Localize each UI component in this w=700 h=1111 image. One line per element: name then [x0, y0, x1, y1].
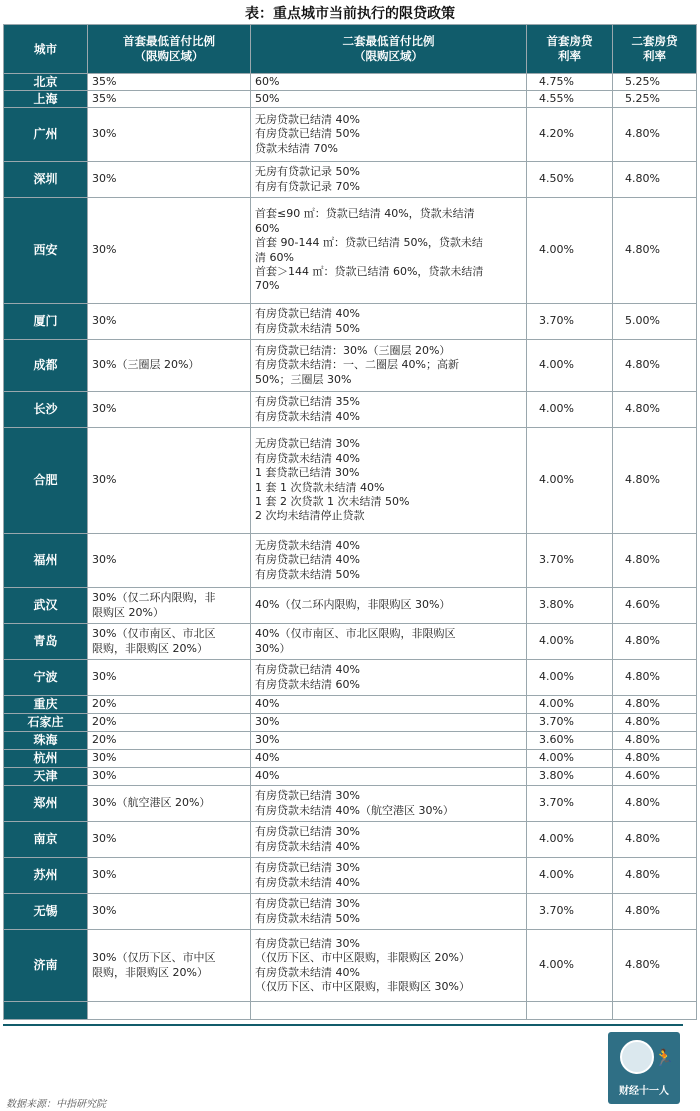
table-row [4, 91, 697, 108]
first-down-cell [88, 340, 251, 392]
city-cell: 南京 [4, 822, 88, 858]
second-down-line: 无房贷款未结清 40% [255, 538, 360, 552]
city-cell: 郑州 [4, 786, 88, 822]
second-down-cell [251, 750, 527, 768]
second-down-cell [251, 660, 527, 696]
second-down-line: 有房贷款已结清 40% [255, 307, 360, 321]
globe-icon [620, 1040, 654, 1074]
first-down-line: 30% [92, 670, 117, 684]
second-down-cell [251, 732, 527, 750]
second-down-line: 60% [255, 221, 280, 235]
first-down-line: 30%（仅二环内限购，非 [92, 591, 216, 605]
second-down-line: 有房贷款未结清 50% [255, 567, 360, 581]
second-down-cell [251, 392, 527, 428]
city-cell: 长沙 [4, 392, 88, 428]
first-down-line: 30% [92, 243, 117, 257]
table-row [4, 340, 697, 392]
second-down-line: 有房贷款未结清 40% [255, 965, 360, 979]
logo-label: 财经十一人 [619, 1086, 669, 1097]
second-down-line: 有房贷款未结清 60% [255, 677, 360, 691]
first-down-cell [88, 1002, 251, 1020]
first-down-line: 30%（仅市南区、市北区 [92, 627, 216, 641]
second-rate-cell: 4.80% [613, 392, 697, 428]
first-down-cell [88, 162, 251, 198]
first-rate-cell [527, 1002, 613, 1020]
table-row [4, 750, 697, 768]
first-down-cell [88, 930, 251, 1002]
first-rate-cell: 3.70% [527, 786, 613, 822]
first-rate-cell: 4.00% [527, 858, 613, 894]
second-down-line: 有房有贷款记录 70% [255, 179, 360, 193]
city-cell: 宁波 [4, 660, 88, 696]
second-down-line: 40% [255, 751, 280, 765]
city-cell: 北京 [4, 74, 88, 91]
second-down-line: 30%） [255, 641, 291, 655]
first-down-line: 限购，非限购区 20%） [92, 641, 208, 655]
second-down-cell [251, 588, 527, 624]
first-down-cell [88, 732, 251, 750]
second-rate-cell: 4.80% [613, 894, 697, 930]
first-rate-cell: 3.70% [527, 714, 613, 732]
runner-icon: 🏃 [654, 1048, 674, 1067]
table-row [4, 822, 697, 858]
first-rate-cell: 4.00% [527, 660, 613, 696]
second-down-line: 50% [255, 91, 280, 105]
second-down-line: 无房有贷款记录 50% [255, 165, 360, 179]
first-down-line: 30% [92, 751, 117, 765]
second-down-line: 有房贷款未结清 50% [255, 321, 360, 335]
first-down-line: 20% [92, 697, 117, 711]
first-down-line: 30% [92, 553, 117, 567]
first-down-cell [88, 858, 251, 894]
city-cell: 无锡 [4, 894, 88, 930]
city-cell: 厦门 [4, 304, 88, 340]
second-down-line: 有房贷款已结清 50% [255, 127, 360, 141]
city-cell: 天津 [4, 768, 88, 786]
first-rate-cell: 3.60% [527, 732, 613, 750]
table-title: 表：重点城市当前执行的限贷政策 [245, 6, 455, 22]
second-down-line: 有房贷款已结清 35% [255, 395, 360, 409]
first-down-cell [88, 822, 251, 858]
header-first-down: 首套最低首付比例 （限购区域） [88, 25, 251, 74]
first-rate-cell: 4.00% [527, 750, 613, 768]
second-down-line: 无房贷款已结清 40% [255, 112, 360, 126]
table-row [4, 732, 697, 750]
second-rate-cell: 4.80% [613, 162, 697, 198]
first-down-line: 30% [92, 314, 117, 328]
city-cell: 石家庄 [4, 714, 88, 732]
table-row [4, 108, 697, 162]
first-rate-cell: 4.00% [527, 624, 613, 660]
first-rate-cell: 4.00% [527, 428, 613, 534]
table-row [4, 162, 697, 198]
second-down-line: 有房贷款未结清 40% [255, 451, 360, 465]
second-rate-cell: 4.80% [613, 858, 697, 894]
second-down-line: 贷款未结清 70% [255, 141, 338, 155]
second-down-line: 70% [255, 279, 280, 293]
second-rate-cell: 4.80% [613, 660, 697, 696]
second-rate-cell: 4.80% [613, 198, 697, 304]
first-rate-cell: 3.70% [527, 894, 613, 930]
city-cell: 深圳 [4, 162, 88, 198]
second-down-line: 有房贷款已结清 40% [255, 663, 360, 677]
second-down-cell [251, 696, 527, 714]
first-down-cell [88, 660, 251, 696]
second-rate-cell: 4.80% [613, 534, 697, 588]
header-second-rate: 二套房贷 利率 [613, 25, 697, 74]
city-cell: 成都 [4, 340, 88, 392]
city-cell: 合肥 [4, 428, 88, 534]
second-down-cell [251, 162, 527, 198]
header-second-down: 二套最低首付比例 （限购区域） [251, 25, 527, 74]
second-down-line: 40%（仅市南区、市北区限购，非限购区 [255, 627, 456, 641]
first-rate-cell: 4.55% [527, 91, 613, 108]
first-down-line: 30% [92, 127, 117, 141]
first-down-line: 30% [92, 868, 117, 882]
second-down-line: 有房贷款已结清 30% [255, 861, 360, 875]
second-rate-cell: 4.80% [613, 696, 697, 714]
second-down-line: 首套＞144 ㎡：贷款已结清 60%，贷款未结清 [255, 264, 484, 278]
second-down-cell [251, 714, 527, 732]
second-down-line: 有房贷款未结清：一、二圈层 40%；高新 [255, 358, 459, 372]
table-row [4, 624, 697, 660]
first-down-line: 30%（仅历下区、市中区 [92, 951, 216, 965]
city-cell: 武汉 [4, 588, 88, 624]
second-rate-cell: 4.80% [613, 340, 697, 392]
second-down-cell [251, 894, 527, 930]
first-down-line: 30% [92, 402, 117, 416]
second-down-line: 40%（仅二环内限购，非限购区 30%） [255, 598, 451, 612]
second-down-line: 有房贷款未结清 40% [255, 875, 360, 889]
second-down-line: 有房贷款未结清 50% [255, 911, 360, 925]
first-down-line: 30% [92, 904, 117, 918]
first-down-line: 20% [92, 733, 117, 747]
second-down-line: 1 套贷款已结清 30% [255, 466, 360, 480]
first-down-line: 30% [92, 832, 117, 846]
brand-logo [608, 1032, 680, 1104]
city-cell: 上海 [4, 91, 88, 108]
second-down-line: 30% [255, 733, 280, 747]
second-down-line: 1 套 2 次贷款 1 次未结清 50% [255, 494, 410, 508]
first-down-cell [88, 428, 251, 534]
second-down-line: 60% [255, 74, 280, 88]
second-down-line: 无房贷款已结清 30% [255, 437, 360, 451]
header-row [4, 25, 697, 74]
first-rate-cell: 3.80% [527, 768, 613, 786]
table-row [4, 768, 697, 786]
second-down-line: （仅历下区、市中区限购，非限购区 30%） [255, 979, 470, 993]
first-down-cell [88, 91, 251, 108]
second-down-cell [251, 91, 527, 108]
table-row [4, 392, 697, 428]
table-row [4, 930, 697, 1002]
first-down-line: 20% [92, 715, 117, 729]
second-rate-cell: 4.80% [613, 428, 697, 534]
first-rate-cell: 3.80% [527, 588, 613, 624]
second-down-line: 40% [255, 769, 280, 783]
first-rate-cell: 4.20% [527, 108, 613, 162]
header-first-rate: 首套房贷 利率 [527, 25, 613, 74]
second-down-cell [251, 340, 527, 392]
second-rate-cell: 4.80% [613, 822, 697, 858]
first-down-line: 30%（三圈层 20%） [92, 358, 200, 372]
second-down-cell [251, 74, 527, 91]
first-down-cell [88, 534, 251, 588]
first-down-line: 30% [92, 172, 117, 186]
first-down-cell [88, 696, 251, 714]
table-row [4, 1002, 697, 1020]
first-down-line: 限购区 20%） [92, 605, 164, 619]
policy-table [3, 24, 697, 1020]
second-down-cell [251, 108, 527, 162]
second-rate-cell: 4.60% [613, 588, 697, 624]
first-down-line: 30% [92, 769, 117, 783]
second-down-line: 有房贷款已结清 30% [255, 789, 360, 803]
header-city: 城市 [4, 25, 88, 74]
first-down-cell [88, 198, 251, 304]
second-rate-cell: 4.80% [613, 732, 697, 750]
second-down-line: 有房贷款未结清 40%（航空港区 30%） [255, 803, 454, 817]
second-down-line: 1 套 1 次贷款未结清 40% [255, 480, 385, 494]
first-down-line: 30%（航空港区 20%） [92, 796, 211, 810]
first-down-cell [88, 894, 251, 930]
first-rate-cell: 4.00% [527, 696, 613, 714]
second-rate-cell [613, 1002, 697, 1020]
first-down-line: 35% [92, 74, 117, 88]
city-cell: 杭州 [4, 750, 88, 768]
second-rate-cell: 4.80% [613, 930, 697, 1002]
first-down-line: 35% [92, 91, 117, 105]
second-rate-cell: 4.80% [613, 750, 697, 768]
second-down-cell [251, 930, 527, 1002]
second-down-cell [251, 786, 527, 822]
second-rate-cell: 5.00% [613, 304, 697, 340]
second-down-line: 2 次均未结清停止贷款 [255, 509, 365, 523]
table-row [4, 304, 697, 340]
second-down-line: 有房贷款未结清 40% [255, 409, 360, 423]
second-down-line: 40% [255, 697, 280, 711]
second-down-line: 有房贷款已结清 30% [255, 825, 360, 839]
city-cell: 珠海 [4, 732, 88, 750]
second-down-line: 有房贷款已结清 30% [255, 897, 360, 911]
second-down-line: 50%；三圈层 30% [255, 372, 352, 386]
first-down-cell [88, 768, 251, 786]
table-row [4, 74, 697, 91]
second-down-line: 首套 90-144 ㎡：贷款已结清 50%，贷款未结 [255, 236, 483, 250]
table-row [4, 534, 697, 588]
second-rate-cell: 4.80% [613, 714, 697, 732]
first-rate-cell: 3.70% [527, 304, 613, 340]
first-down-cell [88, 392, 251, 428]
second-rate-cell: 4.80% [613, 108, 697, 162]
second-down-cell [251, 534, 527, 588]
second-down-line: 30% [255, 715, 280, 729]
second-rate-cell: 4.80% [613, 786, 697, 822]
table-row [4, 660, 697, 696]
first-down-cell [88, 750, 251, 768]
city-cell: 济南 [4, 930, 88, 1002]
table-row [4, 198, 697, 304]
first-rate-cell: 4.00% [527, 340, 613, 392]
table-body [4, 74, 697, 1020]
second-down-cell [251, 624, 527, 660]
footer-divider [3, 1024, 683, 1026]
second-down-cell [251, 1002, 527, 1020]
second-down-cell [251, 428, 527, 534]
second-down-line: 有房贷款未结清 40% [255, 839, 360, 853]
first-down-cell [88, 714, 251, 732]
first-down-cell [88, 304, 251, 340]
first-down-line: 30% [92, 473, 117, 487]
table-row [4, 858, 697, 894]
table-row [4, 588, 697, 624]
second-rate-cell: 5.25% [613, 91, 697, 108]
first-rate-cell: 4.75% [527, 74, 613, 91]
second-down-line: 首套≤90 ㎡：贷款已结清 40%，贷款未结清 [255, 207, 475, 221]
table-row [4, 428, 697, 534]
first-rate-cell: 4.50% [527, 162, 613, 198]
first-down-cell [88, 588, 251, 624]
table-row [4, 714, 697, 732]
second-down-cell [251, 822, 527, 858]
city-cell: 苏州 [4, 858, 88, 894]
data-source-note: 数据来源：中指研究院 [6, 1099, 106, 1110]
first-rate-cell: 4.00% [527, 198, 613, 304]
table-row [4, 786, 697, 822]
first-down-cell [88, 624, 251, 660]
second-down-line: 有房贷款已结清 30% [255, 936, 360, 950]
second-down-line: 有房贷款已结清：30%（三圈层 20%） [255, 343, 451, 357]
second-down-line: 清 60% [255, 250, 294, 264]
second-rate-cell: 5.25% [613, 74, 697, 91]
second-down-line: （仅历下区、市中区限购，非限购区 20%） [255, 951, 470, 965]
first-rate-cell: 4.00% [527, 822, 613, 858]
first-down-line: 限购，非限购区 20%） [92, 965, 208, 979]
city-cell: 广州 [4, 108, 88, 162]
first-down-cell [88, 786, 251, 822]
city-cell: 重庆 [4, 696, 88, 714]
first-down-cell [88, 74, 251, 91]
second-down-cell [251, 768, 527, 786]
second-down-cell [251, 198, 527, 304]
city-cell [4, 1002, 88, 1020]
first-rate-cell: 3.70% [527, 534, 613, 588]
second-down-cell [251, 858, 527, 894]
city-cell: 西安 [4, 198, 88, 304]
first-rate-cell: 4.00% [527, 930, 613, 1002]
first-down-cell [88, 108, 251, 162]
table-row [4, 894, 697, 930]
second-down-line: 有房贷款已结清 40% [255, 553, 360, 567]
second-down-cell [251, 304, 527, 340]
city-cell: 青岛 [4, 624, 88, 660]
city-cell: 福州 [4, 534, 88, 588]
first-rate-cell: 4.00% [527, 392, 613, 428]
table-row [4, 696, 697, 714]
second-rate-cell: 4.60% [613, 768, 697, 786]
second-rate-cell: 4.80% [613, 624, 697, 660]
